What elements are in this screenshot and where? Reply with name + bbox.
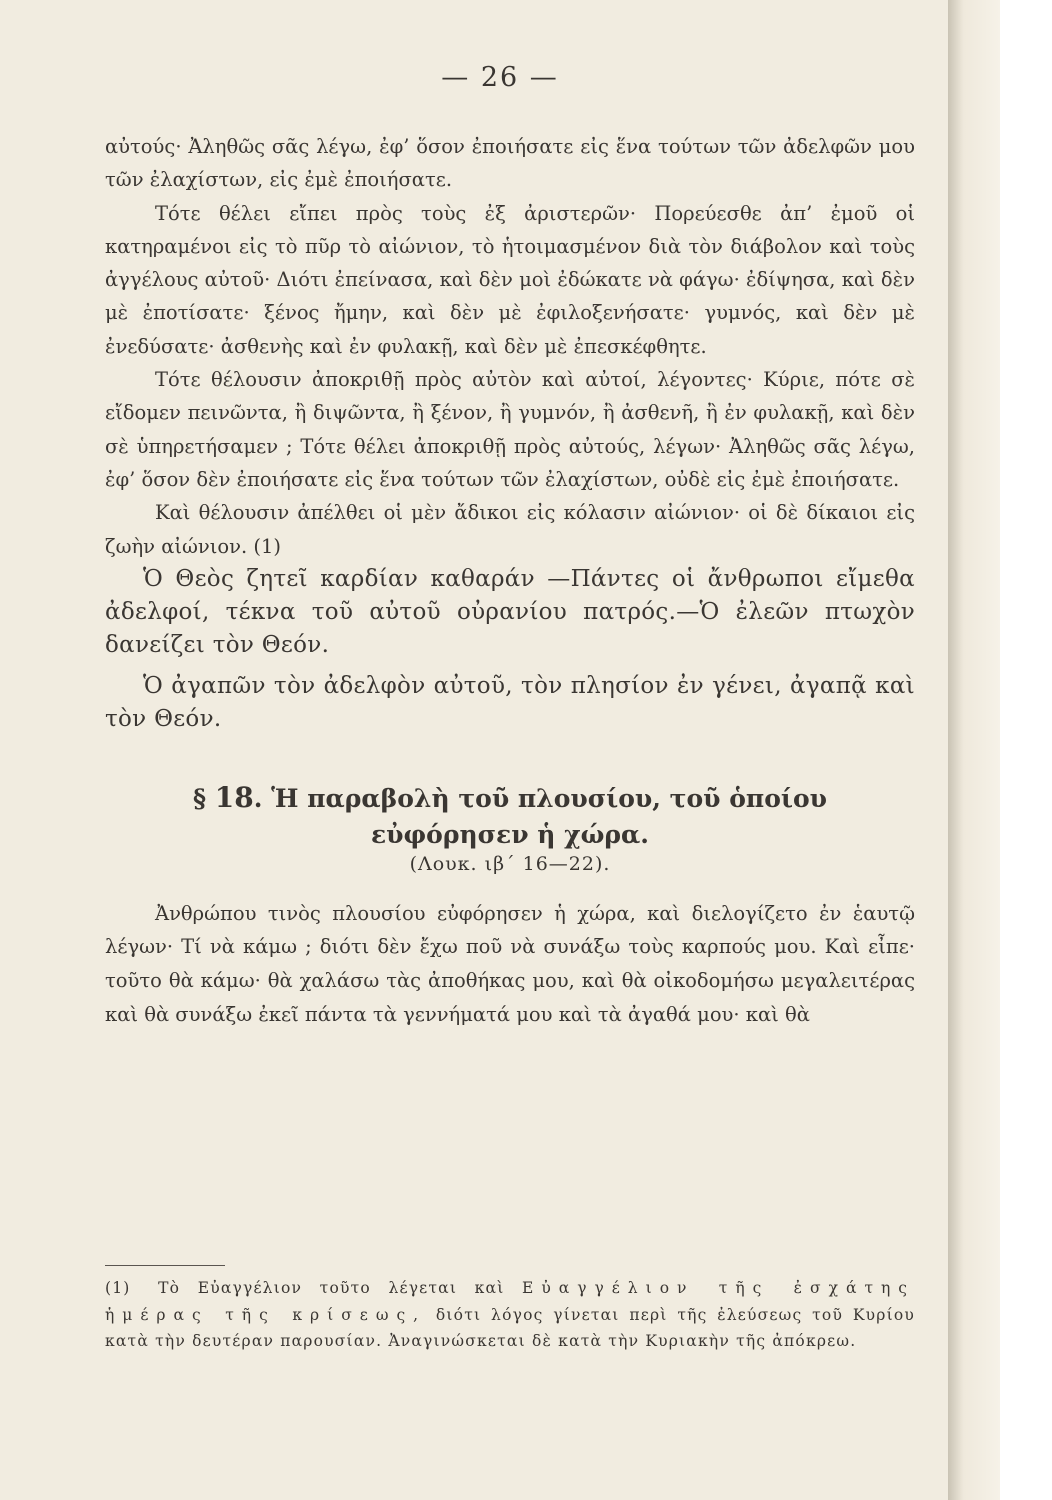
- maxim-paragraph: Ὁ ἀγαπῶν τὸν ἀδελφὸν αὐτοῦ, τὸν πλησίον ἐν γένει, ἀγαπᾷ καὶ τὸν Θεόν.: [105, 672, 915, 732]
- footnote-rule: [105, 1265, 225, 1266]
- footnote-marker: (1): [105, 1279, 131, 1297]
- footnote: [105, 1275, 915, 1355]
- section-title-line1: . Ἡ παραβολὴ τοῦ πλουσίου, τοῦ ὁποίου: [253, 783, 827, 813]
- body-text: [105, 130, 915, 1031]
- page-number: — 26 —: [441, 62, 559, 93]
- section-title-line2: εὐφόρησεν ἡ χώρα.: [370, 819, 649, 849]
- footnote-spaced-text: Εὐαγγέλιον τῆς ἐσχάτης ἡμέρας τῆς κρίσεως,: [105, 1279, 915, 1324]
- section-heading: [105, 780, 915, 817]
- section-symbol: §: [193, 783, 207, 813]
- paragraph: Τότε θέλει εἴπει πρὸς τοὺς ἐξ ἀριστερῶν· Πορεύεσθε ἀπ’ ἐμοῦ οἱ κατηραμένοι εἰς τὸ πῦρ τὸ αἰώνιον, τὸ ἡτοιμασμένον διὰ τὸν διάβολον καὶ τοὺς ἀγγέλους αὐτοῦ· Διότι ἐπείνασα, καὶ δὲν μοὶ ἐδώκατε νὰ φάγω· ἐδίψησα, καὶ δὲν μὲ ἐποτίσατε· ξένος ἤμην, καὶ δὲν μὲ ἐφιλοξενήσατε· γυμνός, καὶ δὲν μὲ ἐνεδύσατε· ἀσθενὴς καὶ ἐν φυλακῇ, καὶ δὲν μὲ ἐπεσκέφθητε.: [105, 201, 915, 358]
- section-reference: (Λουκ. ιβ΄ 16—22).: [409, 852, 611, 875]
- page-edge: [948, 0, 1000, 1500]
- footnote-text-a: Τὸ Εὐαγγέλιον τοῦτο λέγεται καὶ: [158, 1279, 505, 1297]
- section-paragraph: Ἀνθρώπου τινὸς πλουσίου εὐφόρησεν ἡ χώρα, καὶ διελογίζετο ἐν ἑαυτῷ λέγων· Τί νὰ κάμω ; διότι δὲν ἔχω ποῦ νὰ συνάξω τοὺς καρπούς μου. Καὶ εἶπε· τοῦτο θὰ κάμω· θὰ χαλάσω τὰς ἀποθήκας μου, καὶ θὰ οἰκοδομήσω μεγαλειτέρας καὶ θὰ συνάξω ἐκεῖ πάντα τὰ γεννήματά μου καὶ τὰ ἀγαθά μου· καὶ θὰ: [105, 901, 915, 1026]
- section-number: 18: [214, 780, 254, 814]
- maxim-paragraph: Ὁ Θεὸς ζητεῖ καρδίαν καθαράν —Πάντες οἱ ἄνθρωποι εἴμεθα ἀδελφοί, τέκνα τοῦ αὐτοῦ οὐρανίου πατρός.—Ὁ ἐλεῶν πτωχὸν δανείζει τὸν Θεόν.: [105, 565, 915, 658]
- paragraph: Τότε θέλουσιν ἀποκριθῇ πρὸς αὐτὸν καὶ αὐτοί, λέγοντες· Κύριε, πότε σὲ εἴδομεν πεινῶντα, ἢ διψῶντα, ἢ ξένον, ἢ γυμνόν, ἢ ἀσθενῆ, ἢ ἐν φυλακῇ, καὶ δὲν σὲ ὑπηρετήσαμεν ; Τότε θέλει ἀποκριθῇ πρὸς αὐτούς, λέγων· Ἀληθῶς σᾶς λέγω, ἐφ’ ὅσον δὲν ἐποιήσατε εἰς ἕνα τούτων τῶν ἐλαχίστων, οὐδὲ εἰς ἐμὲ ἐποιήσατε.: [105, 368, 915, 491]
- paragraph: αὐτούς· Ἀληθῶς σᾶς λέγω, ἐφ’ ὅσον ἐποιήσατε εἰς ἕνα τούτων τῶν ἀδελφῶν μου τῶν ἐλαχίστων, εἰς ἐμὲ ἐποιήσατε.: [105, 135, 915, 192]
- footnote-text-b: διότι λόγος γίνεται περὶ τῆς ἐλεύσεως τοῦ Κυρίου κατὰ τὴν δευτέραν παρουσίαν. Ἀναγινώσκεται δὲ κατὰ τὴν Κυριακὴν τῆς ἀπόκρεω.: [105, 1305, 916, 1350]
- paragraph: Καὶ θέλουσιν ἀπέλθει οἱ μὲν ἄδικοι εἰς κόλασιν αἰώνιον· οἱ δὲ δίκαιοι εἰς ζωὴν αἰώνιον. (1): [105, 501, 915, 558]
